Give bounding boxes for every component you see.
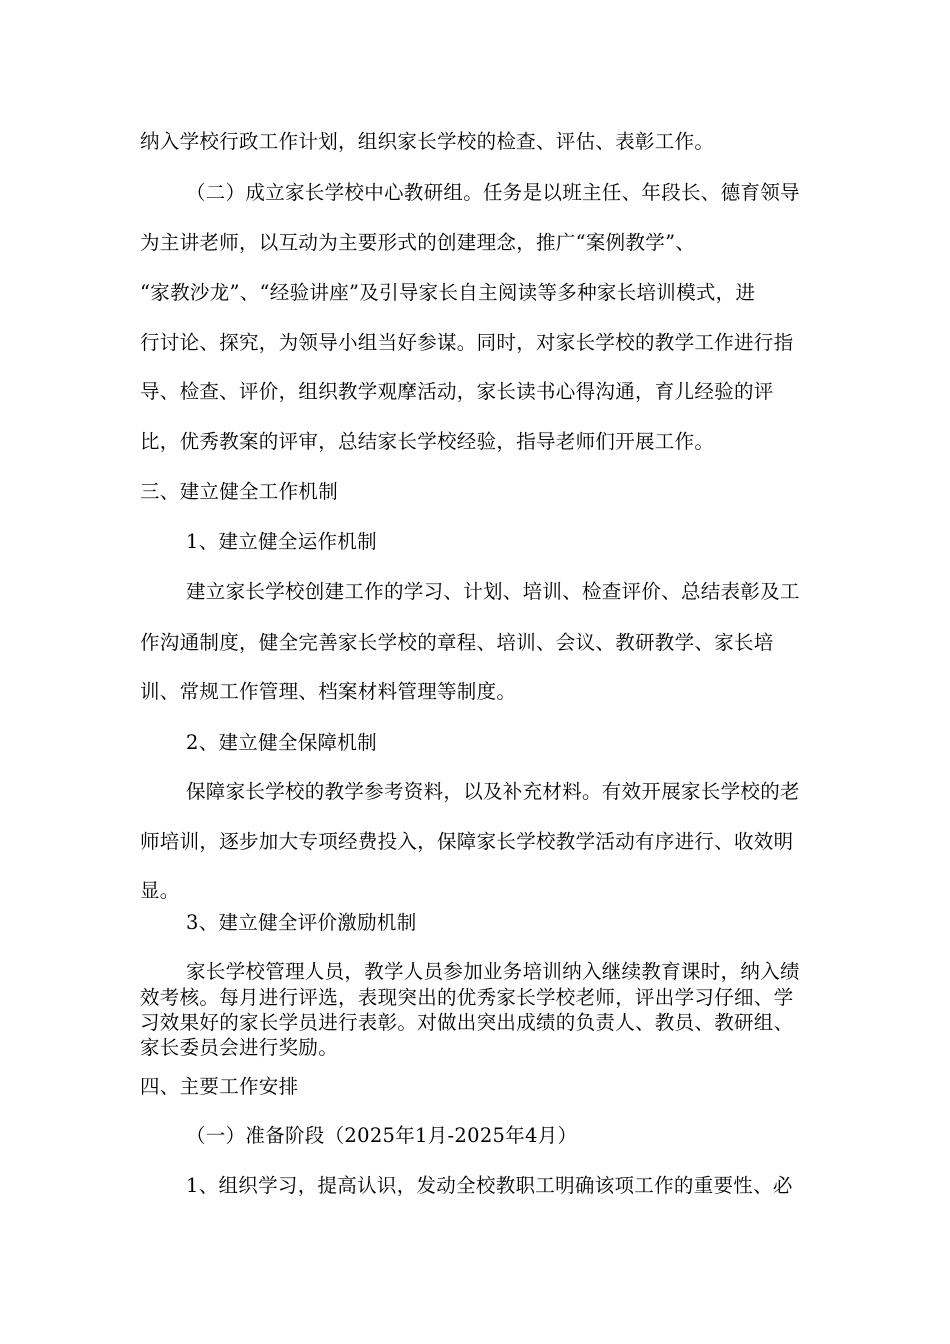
text-line: 训、常规工作管理、档案材料管理等制度。 bbox=[140, 680, 517, 703]
phase-heading: （一）准备阶段（2025年1月-2025年4月） bbox=[186, 1124, 578, 1147]
text-line: 保障家长学校的教学参考资料，以及补充材料。有效开展家长学校的老 bbox=[186, 780, 800, 803]
text-line: 为主讲老师，以互动为主要形式的创建理念，推广“案例教学”、 bbox=[140, 231, 696, 254]
text-line: 行讨论、探究，为领导小组当好参谋。同时，对家长学校的教学工作进行指 bbox=[140, 331, 794, 354]
section-heading: 三、建立健全工作机制 bbox=[140, 480, 339, 503]
text-line: 效考核。每月进行评选，表现突出的优秀家长学校老师，评出学习仔细、学 bbox=[140, 986, 794, 1009]
text-line: 作沟通制度，健全完善家长学校的章程、培训、会议、教研教学、家长培 bbox=[140, 631, 774, 654]
text-line: 建立家长学校创建工作的学习、计划、培训、检查评价、总结表彰及工 bbox=[186, 580, 800, 603]
text-line: 1、组织学习，提高认识，发动全校教职工明确该项工作的重要性、必 bbox=[186, 1174, 793, 1197]
text-line: 比，优秀教案的评审，总结家长学校经验，指导老师们开展工作。 bbox=[140, 430, 715, 453]
text-line: 显。 bbox=[140, 879, 180, 902]
subsection-heading: 3、建立健全评价激励机制 bbox=[186, 911, 417, 934]
text-line: （二）成立家长学校中心教研组。任务是以班主任、年段长、德育领导 bbox=[186, 181, 800, 204]
text-line: 师培训，逐步加大专项经费投入，保障家长学校教学活动有序进行、收效明 bbox=[140, 830, 794, 853]
text-line: 家长学校管理人员，教学人员参加业务培训纳入继续教育课时，纳入绩 bbox=[186, 960, 800, 983]
text-line: “家教沙龙”、“经验讲座”及引导家长自主阅读等多种家长培训模式，进 bbox=[140, 281, 756, 304]
text-line: 习效果好的家长学员进行表彰。对做出突出成绩的负责人、教员、教研组、 bbox=[140, 1011, 794, 1034]
text-line: 导、检查、评价，组织教学观摩活动，家长读书心得沟通，育儿经验的评 bbox=[140, 380, 774, 403]
subsection-heading: 2、建立健全保障机制 bbox=[186, 731, 377, 754]
text-line: 家长委员会进行奖励。 bbox=[140, 1036, 339, 1059]
subsection-heading: 1、建立健全运作机制 bbox=[186, 530, 377, 553]
text-line: 纳入学校行政工作计划，组织家长学校的检查、评估、表彰工作。 bbox=[140, 130, 715, 153]
section-heading: 四、主要工作安排 bbox=[140, 1075, 299, 1098]
